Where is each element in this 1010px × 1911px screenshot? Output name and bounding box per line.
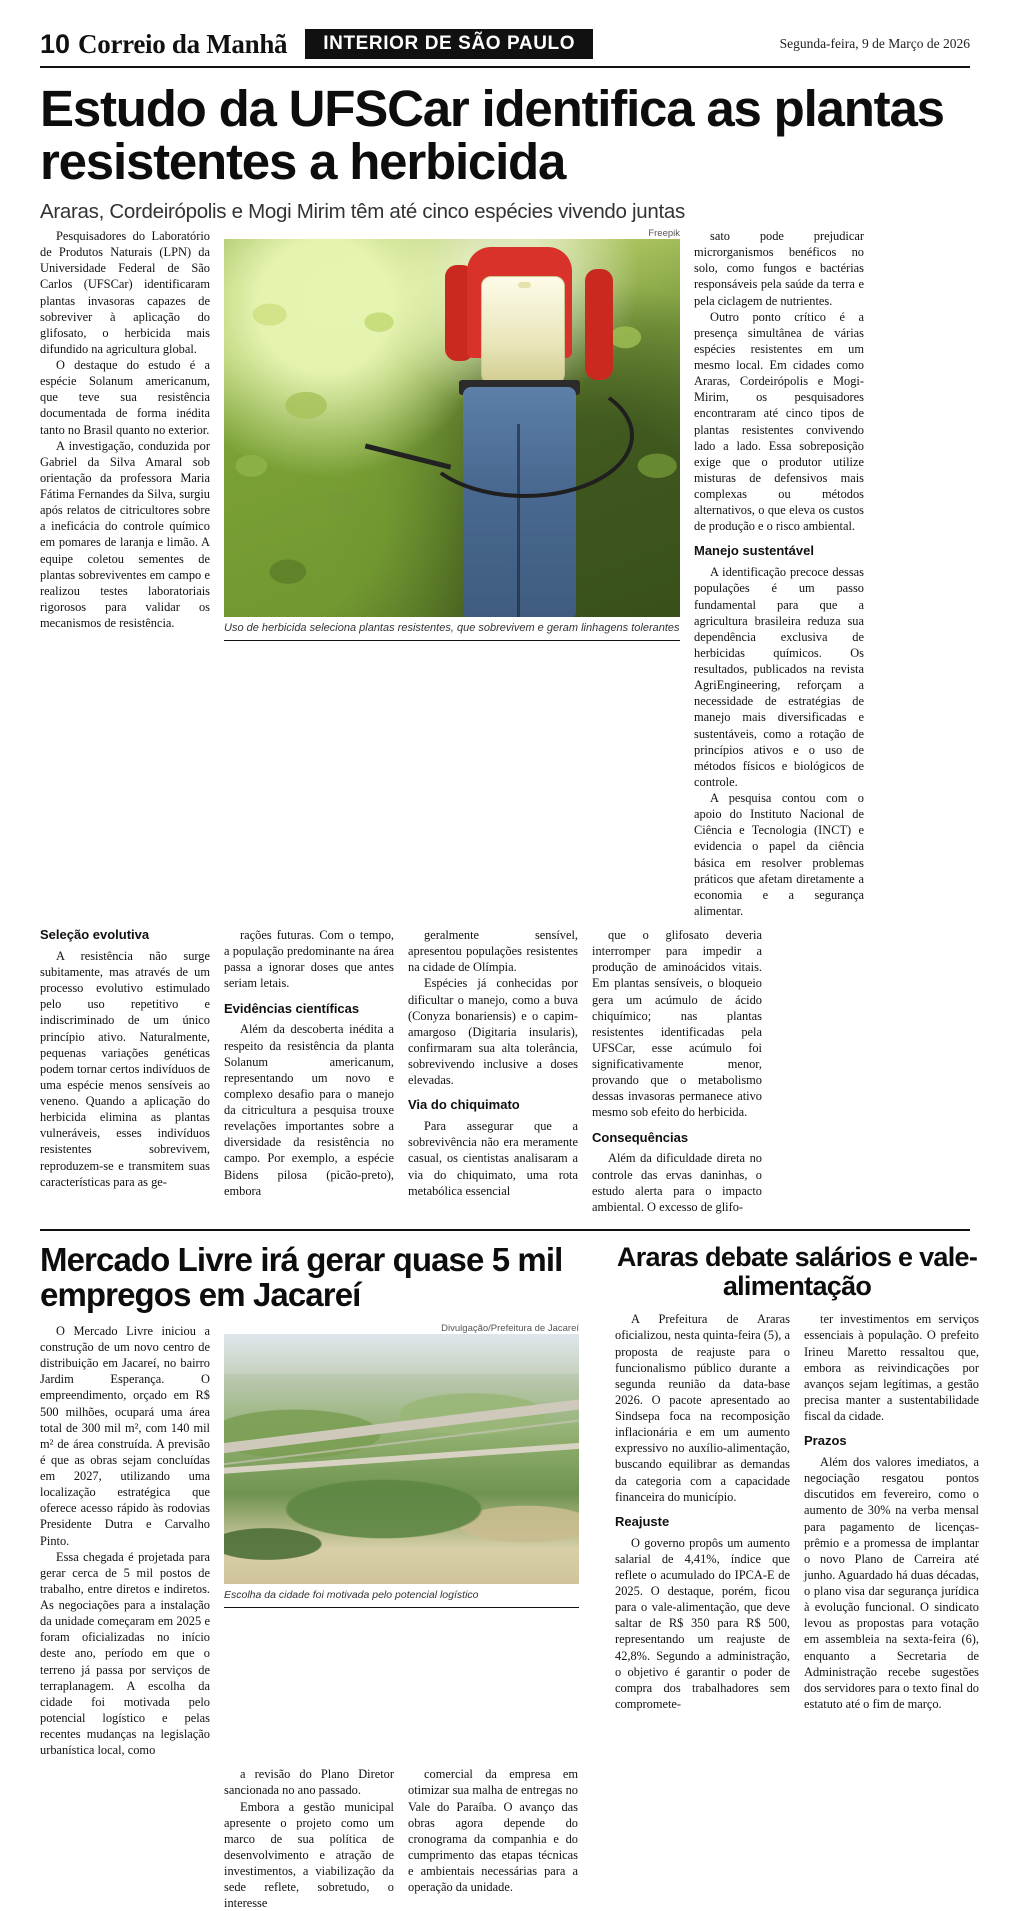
column-3 bbox=[408, 927, 578, 1215]
section-tag: INTERIOR DE SÃO PAULO bbox=[305, 29, 593, 59]
article3-column-2 bbox=[804, 1311, 979, 1712]
paragraph: Além dos valores imediatos, a negociação resgatou pontos discutidos em fevereiro, como o aumento de 30% na verba mensal para pagamento de licenças-prêmio e a promessa de implantar o novo Plano de Carreira até junho. Aguardado há duas décadas, o plano visa dar segurança jurídica à evolução funcional. O sindicato levou as propostas para votação em assembleia na sexta-feira (6), enquanto a Secretaria de Administração recebe sugestões dos servidores para o texto final do estatuto até o fim de março. bbox=[804, 1455, 979, 1711]
paragraph: comercial da empresa em otimizar sua malha de entregas no Vale do Paraíba. O avanço das obras agora depende do cronograma da companhia e do cumprimento das etapas técnicas e ambientais necessárias para a operação da unidade. bbox=[408, 1767, 578, 1895]
subsection-title-chiquimato: Via do chiquimato bbox=[408, 1097, 520, 1113]
article2-headline: Mercado Livre irá gerar quase 5 mil empregos em Jacareí bbox=[40, 1240, 563, 1313]
paragraph: Pesquisadores do Laboratório de Produtos Naturais (LPN) da Universidade Federal de São Carlos (UFSCar) identificaram plantas invasoras capazes de sobreviver à aplicação do glifosato, o herbicida mais difundido na agricultura global. bbox=[40, 229, 210, 356]
page-number: 10 bbox=[40, 28, 71, 59]
column-1-cont bbox=[40, 927, 210, 1215]
sprayer-operator bbox=[434, 247, 616, 617]
paragraph: a revisão do Plano Diretor sancionada no ano passado. bbox=[224, 1767, 394, 1798]
tank-cap bbox=[518, 282, 531, 289]
paragraph: O governo propôs um aumento salarial de 4,41%, índice que reflete o acumulado do IPCA-E de 2025. O destaque, porém, ficou para o vale-alimentação, que deve saltar de R$ 350 para R$ 500, representando um reajuste de 42,8%. Segundo a administração, o objetivo é garantir o poder de compra dos trabalhadores sem compromete- bbox=[615, 1535, 790, 1711]
paragraph: Essa chegada é projetada para gerar cerca de 5 mil postos de trabalho, entre diretos e indiretos. As negociações para a instalação da unidade começaram em 2025 e foram oficializadas no início deste ano, período em que o terreno já passa por serviços de terraplanagem. A escolha da cidade foi motivada pelo potencial logístico e pelas recentes mudanças na legislação urbanística local, como bbox=[40, 1549, 210, 1758]
article2-column-2 bbox=[224, 1766, 394, 1911]
bottom-section bbox=[40, 1240, 979, 1911]
article3-columns bbox=[615, 1311, 979, 1712]
photo-credit-2: Divulgação/Prefeitura de Jacareí bbox=[441, 1322, 579, 1334]
paragraph: ter investimentos em serviços essenciais à população. O prefeito Irineu Maretto ressaltou que, embora as reivindicações por avanços sejam legítimas, a gestão precisa manter a sustentabilidade fiscal da cidade. bbox=[804, 1312, 979, 1424]
paragraph: A identificação precoce dessas populações é um passo fundamental para que a agricultura brasileira reduza sua dependência exclusiva de herbicidas químicos. Os resultados, publicados na revista AgriEngineering, reforçam a necessidade de estratégias de manejo mais diversificadas e sustentáveis, como a rotação de princípios ativos e o uso de métodos físicos e biológicos de controle. bbox=[694, 565, 864, 789]
article2-photo-block bbox=[224, 1323, 579, 1758]
paragraph: A investigação, conduzida por Gabriel da Silva Amaral sob orientação da professora Maria Fátima Fernandes da Silva, surgiu após relatos de citricultores sobre a ineficácia do controle químico em pomares de laranja e limão. A equipe coletou sementes de plantas sobreviventes em campo e realizou testes laboratoriais rigorosos para validar os mecanismos de resistência. bbox=[40, 438, 210, 631]
photo-caption-2: Escolha da cidade foi motivada pelo potencial logístico bbox=[224, 1584, 579, 1608]
subsection-title-prazos: Prazos bbox=[804, 1433, 847, 1449]
article2-column-3 bbox=[408, 1766, 578, 1911]
arm-right bbox=[585, 269, 612, 380]
subsection-title-reajuste: Reajuste bbox=[615, 1513, 670, 1529]
main-photo-block bbox=[224, 228, 680, 919]
column-5 bbox=[694, 228, 864, 919]
subsection-title-selecao: Seleção evolutiva bbox=[40, 927, 150, 943]
paragraph: O Mercado Livre iniciou a construção de um novo centro de distribuição em Jacareí, no bairro Jardim Esperança. O empreendimento, orçado em R$ 500 milhões, ocupará uma área total de 300 mil m², com 140 mil m² de área construída. A previsão é que as obras sejam concluídas em 2027, utilizando uma localização estratégica que oferece acesso rápido às rodovias Presidente Dutra e Carvalho Pinto. bbox=[40, 1323, 210, 1548]
paragraph: O destaque do estudo é a espécie Solanum americanum, que teve sua resistência documentada de forma inédita tanto no Brasil quanto no exterior. bbox=[40, 358, 210, 437]
paragraph: A pesquisa contou com o apoio do Instituto Nacional de Ciência e Tecnologia (INCT) e evidencia o papel da ciência básica em resolver problemas práticos que afetam diretamente a economia e a segurança alimentar. bbox=[694, 791, 864, 918]
paper-name: Correio da Manhã bbox=[78, 28, 288, 59]
section-divider bbox=[40, 1229, 970, 1231]
paragraph: Além da dificuldade direta no controle das ervas daninhas, o estudo alerta para o impacto ambiental. O excesso de glifo- bbox=[592, 1151, 762, 1214]
main-headline: Estudo da UFSCar identifica as plantas resistentes a herbicida bbox=[40, 80, 944, 191]
paragraph: Outro ponto crítico é a presença simultânea de várias espécies resistentes em um mesmo local. Em cidades como Araras, Cordeirópolis e Mogi-Mirim, os pesquisadores encontraram até cinco tipos de plantas resistentes convivendo lado a lado. Essa sobreposição exige que o produtor utilize misturas de defensivos mais complexas ou métodos alternativos, o que eleva os custos de produção e o risco ambiental. bbox=[694, 309, 864, 534]
article2-column-1 bbox=[40, 1323, 210, 1758]
article-araras bbox=[615, 1243, 979, 1911]
paragraph: Para assegurar que a sobrevivência não era meramente casual, os cientistas analisaram a via do chiquimato, uma rota metabólica essencial bbox=[408, 1119, 578, 1198]
paragraph: Além da descoberta inédita a respeito da resistência da planta Solanum americanum, representando um novo e complexo desafio para o manejo da citricultura a pesquisa trouxe revelações importantes sobre a diversidade da resistência no campo. Por exemplo, a espécie Bidens pilosa (picão-preto), embora bbox=[224, 1022, 394, 1198]
article-mercado-livre bbox=[40, 1240, 579, 1911]
paragraph: A Prefeitura de Araras oficializou, nesta quinta-feira (5), a proposta de reajuste para o funcionalismo público durante a segunda reunião da data-base 2026. O pacote apresentado ao Sindsepa foca na recomposição inflacionária e em um aumento expressivo no auxílio-alimentação, buscando equilibrar as demandas da categoria com a capacidade financeira do município. bbox=[615, 1312, 790, 1504]
paragraph: rações futuras. Com o tempo, a população predominante na área passa a ignorar doses que antes seriam letais. bbox=[224, 928, 394, 991]
paragraph: geralmente sensível, apresentou populações resistentes na cidade de Olímpia. bbox=[408, 928, 578, 975]
lower-columns bbox=[40, 927, 970, 1215]
publication-date: Segunda-feira, 9 de Março de 2026 bbox=[779, 36, 970, 51]
article2-bottom bbox=[40, 1766, 579, 1911]
subsection-title-consequencias: Consequências bbox=[592, 1129, 689, 1145]
article3-headline: Araras debate salários e vale-alimentação bbox=[616, 1241, 978, 1302]
article3-column-1 bbox=[615, 1311, 790, 1712]
paragraph: Espécies já conhecidas por dificultar o manejo, como a buva (Conyza bonariensis) e o capim-amargoso (Digitaria insularis), confirmaram sua alta tolerância, sobrevivendo inclusive a doses elevadas. bbox=[408, 976, 578, 1088]
paragraph: A resistência não surge subitamente, mas através de um processo evolutivo estimulado pelo uso repetitivo e indiscriminado de um único princípio ativo. Naturalmente, pequenas variações genéticas podem tornar certos indivíduos de uma espécie menos sensíveis ao veneno. Quando a aplicação do herbicida elimina as plantas vulneráveis, esses indivíduos resistentes sobrevivem, reproduzem-se e transmitem suas características para as ge- bbox=[40, 948, 210, 1189]
subsection-title-manejo: Manejo sustentável bbox=[694, 543, 814, 559]
subsection-title-evidencias: Evidências científicas bbox=[224, 1000, 360, 1016]
aerial-photo bbox=[224, 1334, 579, 1584]
paragraph: sato pode prejudicar microrganismos benéficos no solo, como fungos e bactérias responsáveis pela saúde da terra e pela ciclagem de nutrientes. bbox=[694, 229, 864, 308]
masthead bbox=[40, 28, 970, 68]
main-photo bbox=[224, 239, 680, 617]
column-1 bbox=[40, 228, 210, 919]
main-subhead: Araras, Cordeirópolis e Mogi Mirim têm até cinco espécies vivendo juntas bbox=[40, 200, 685, 224]
paragraph: que o glifosato deveria interromper para impedir a produção de aminoácidos vitais. Em plantas sensíveis, o bloqueio gera um acúmulo de ácido chiquímico; nas plantas resistentes identificadas pela UFSCar, esse acúmulo foi significativamente menor, provando que o metabolismo dessas invasoras permanece ativo mesmo sob efeito do herbicida. bbox=[592, 928, 762, 1120]
column-4 bbox=[592, 927, 762, 1215]
column-2 bbox=[224, 927, 394, 1215]
article2-top bbox=[40, 1323, 579, 1758]
photo-caption: Uso de herbicida seleciona plantas resistentes, que sobrevivem e geram linhagens tolerantes bbox=[224, 617, 680, 641]
photo-credit: Freepik bbox=[648, 228, 680, 240]
paragraph: Embora a gestão municipal apresente o projeto como um marco de sua política de desenvolvimento e atração de investimentos, a viabilização da sede reflete, sobretudo, o interesse bbox=[224, 1799, 394, 1911]
lead-area bbox=[40, 228, 970, 919]
backpack-sprayer-tank bbox=[481, 276, 565, 387]
sprayer-hose bbox=[416, 373, 635, 499]
